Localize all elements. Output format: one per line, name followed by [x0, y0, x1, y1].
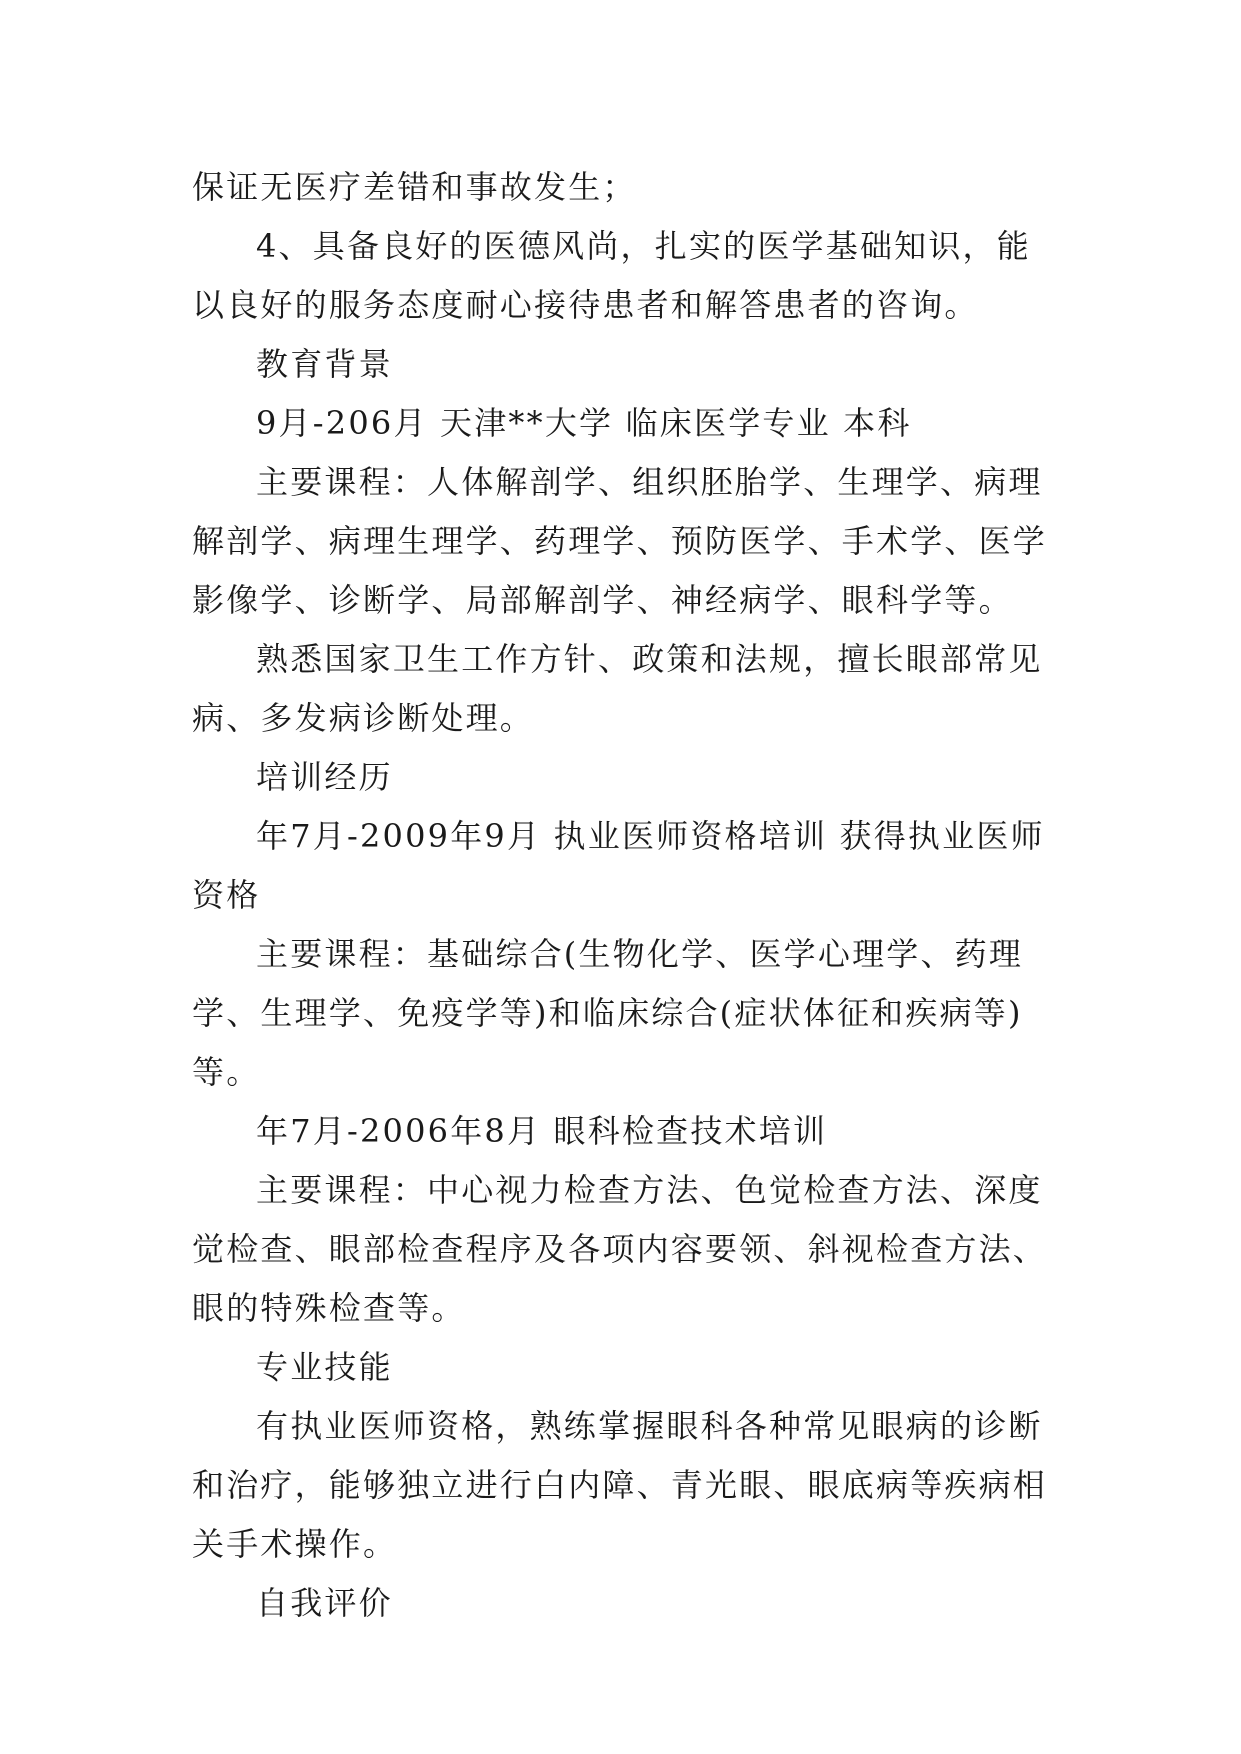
document-body: [192, 158, 1052, 1633]
paragraph-duty-4: 4、具备良好的医德风尚，扎实的医学基础知识，能以良好的服务态度耐心接待患者和解答患者的咨询。: [192, 227, 1031, 324]
paragraph-training-entry-2: 年7月-2006年8月 眼科检查技术培训: [256, 1112, 828, 1150]
paragraph-training-courses-2: 主要课程：中心视力检查方法、色觉检查方法、深度觉检查、眼部检查程序及各项内容要领、斜视检查方法、眼的特殊检查等。: [192, 1171, 1048, 1327]
paragraph-education-entry: 9月-206月 天津**大学 临床医学专业 本科: [256, 404, 912, 442]
section-heading-self-evaluation: 自我评价: [256, 1584, 393, 1622]
paragraph-duty-continuation: 保证无医疗差错和事故发生；: [192, 168, 637, 206]
section-heading-skills: 专业技能: [256, 1348, 393, 1386]
section-heading-training: 培训经历: [256, 758, 393, 796]
paragraph-skills: 有执业医师资格，熟练掌握眼科各种常见眼病的诊断和治疗，能够独立进行白内障、青光眼、眼底病等疾病相关手术操作。: [192, 1407, 1048, 1563]
section-heading-education: 教育背景: [256, 345, 393, 383]
paragraph-training-courses-1: 主要课程：基础综合(生物化学、医学心理学、药理学、生理学、免疫学等)和临床综合(症状体征和疾病等)等。: [192, 935, 1024, 1091]
paragraph-training-entry-1: 年7月-2009年9月 执业医师资格培训 获得执业医师资格: [192, 817, 1045, 914]
paragraph-education-courses: 主要课程：人体解剖学、组织胚胎学、生理学、病理解剖学、病理生理学、药理学、预防医学、手术学、医学影像学、诊断学、局部解剖学、神经病学、眼科学等。: [192, 463, 1048, 619]
paragraph-education-skills: 熟悉国家卫生工作方针、政策和法规，擅长眼部常见病、多发病诊断处理。: [192, 640, 1043, 737]
